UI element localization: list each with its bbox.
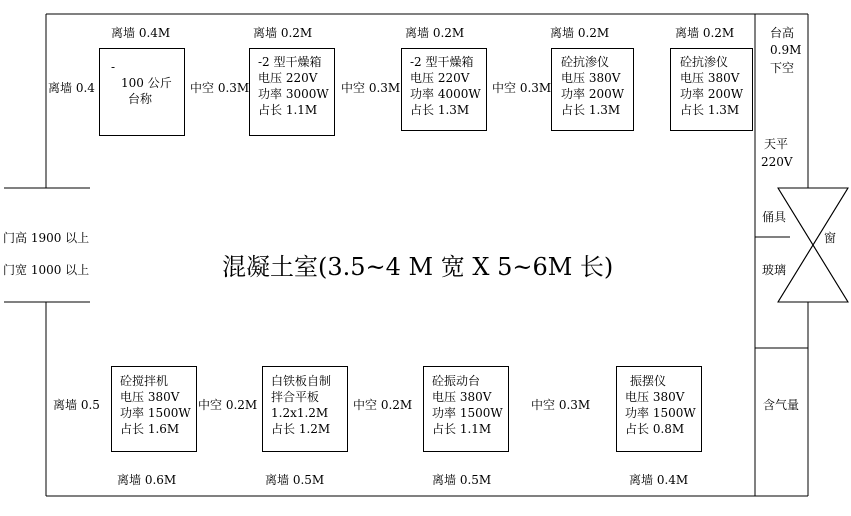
device-line: 功率 3000W: [258, 87, 329, 101]
device-line: 功率 4000W: [410, 87, 481, 101]
window-label: 窗: [824, 231, 837, 245]
device-line: 功率 1500W: [432, 406, 503, 420]
device-line: 电压 380V: [432, 390, 492, 404]
device-line: 电压 380V: [120, 390, 180, 404]
device-line: 占长 1.6M: [120, 422, 180, 436]
door-height-label: 门高 1900 以上: [3, 231, 90, 245]
device-line: -2 型干燥箱: [258, 55, 322, 69]
device-line: 功率 200W: [680, 87, 744, 101]
device-drying-oven-2: [401, 48, 487, 131]
top-clearance-4: 离墙 0.2M: [550, 26, 610, 40]
device-vibration-table: [423, 366, 509, 452]
bottom-clearance-1: 离墙 0.6M: [117, 473, 177, 487]
top-clearance-1: 离墙 0.4M: [111, 26, 171, 40]
device-line: 100 公斤: [121, 76, 172, 90]
device-drying-oven-1: [249, 48, 335, 136]
device-line: 台称: [128, 92, 153, 106]
device-line: -2 型干燥箱: [410, 55, 474, 69]
bench-balance-1: 天平: [764, 137, 789, 151]
top-clearance-5: 离墙 0.2M: [675, 26, 735, 40]
device-line: 砼抗渗仪: [680, 55, 729, 69]
device-line: 1.2x1.2M: [271, 406, 329, 420]
bottom-clearance-3: 离墙 0.5M: [432, 473, 492, 487]
bench-glass: 玻璃: [762, 263, 787, 277]
device-line: 占长 1.3M: [561, 103, 621, 117]
device-impermeability-tester-1: [551, 48, 634, 131]
device-line: 占长 1.2M: [271, 422, 331, 436]
device-line: 功率 200W: [561, 87, 625, 101]
bench-air-content: 含气量: [763, 398, 800, 412]
device-line: 电压 380V: [680, 71, 740, 85]
device-scale-100kg: [99, 48, 185, 136]
room-title: 混凝土室(3.5~4 M 宽 X 5~6M 长): [222, 253, 614, 281]
device-line: 占长 1.1M: [432, 422, 492, 436]
device-mixing-plate: [262, 366, 348, 452]
device-concrete-mixer: [111, 366, 197, 452]
bench-balance-2: 220V: [761, 155, 793, 169]
top-gap-3: 中空 0.3M: [492, 81, 552, 95]
door-width-label: 门宽 1000 以上: [3, 263, 90, 277]
top-left-wall: 离墙 0.4: [48, 81, 95, 95]
device-line: 电压 380V: [625, 390, 685, 404]
device-line: 功率 1500W: [625, 406, 696, 420]
top-gap-1: 中空 0.3M: [190, 81, 250, 95]
bottom-gap-1: 中空 0.2M: [198, 398, 258, 412]
device-line: 砼振动台: [432, 374, 481, 388]
bottom-left-wall: 离墙 0.5: [53, 398, 100, 412]
device-line: 振摆仪: [630, 374, 667, 388]
bottom-gap-2: 中空 0.2M: [353, 398, 413, 412]
bench-platform-3: 下空: [770, 61, 795, 75]
device-line: 占长 0.8M: [625, 422, 685, 436]
window-icon: [778, 188, 848, 302]
device-vibrating-pendulum: [616, 366, 702, 452]
device-line: 白铁板自制: [271, 374, 332, 388]
top-clearance-2: 离墙 0.2M: [253, 26, 313, 40]
device-line: 电压 220V: [258, 71, 318, 85]
bench-platform-1: 台高: [770, 26, 795, 40]
device-line: 占长 1.1M: [258, 103, 318, 117]
device-line: 砼抗渗仪: [561, 55, 610, 69]
bench-platform-2: 0.9M: [770, 43, 802, 57]
device-line: -: [111, 60, 116, 74]
bottom-clearance-4: 离墙 0.4M: [629, 473, 689, 487]
device-line: 功率 1500W: [120, 406, 191, 420]
top-clearance-3: 离墙 0.2M: [405, 26, 465, 40]
bottom-clearance-2: 离墙 0.5M: [265, 473, 325, 487]
device-line: 电压 220V: [410, 71, 470, 85]
top-gap-2: 中空 0.3M: [341, 81, 401, 95]
device-line: 电压 380V: [561, 71, 621, 85]
device-line: 拌合平板: [271, 390, 320, 404]
device-line: 砼搅拌机: [120, 374, 169, 388]
device-line: 占长 1.3M: [410, 103, 470, 117]
bottom-gap-3: 中空 0.3M: [531, 398, 591, 412]
bench-tools: 俑具: [762, 210, 787, 224]
device-impermeability-tester-2: [670, 48, 753, 131]
device-line: 占长 1.3M: [680, 103, 740, 117]
